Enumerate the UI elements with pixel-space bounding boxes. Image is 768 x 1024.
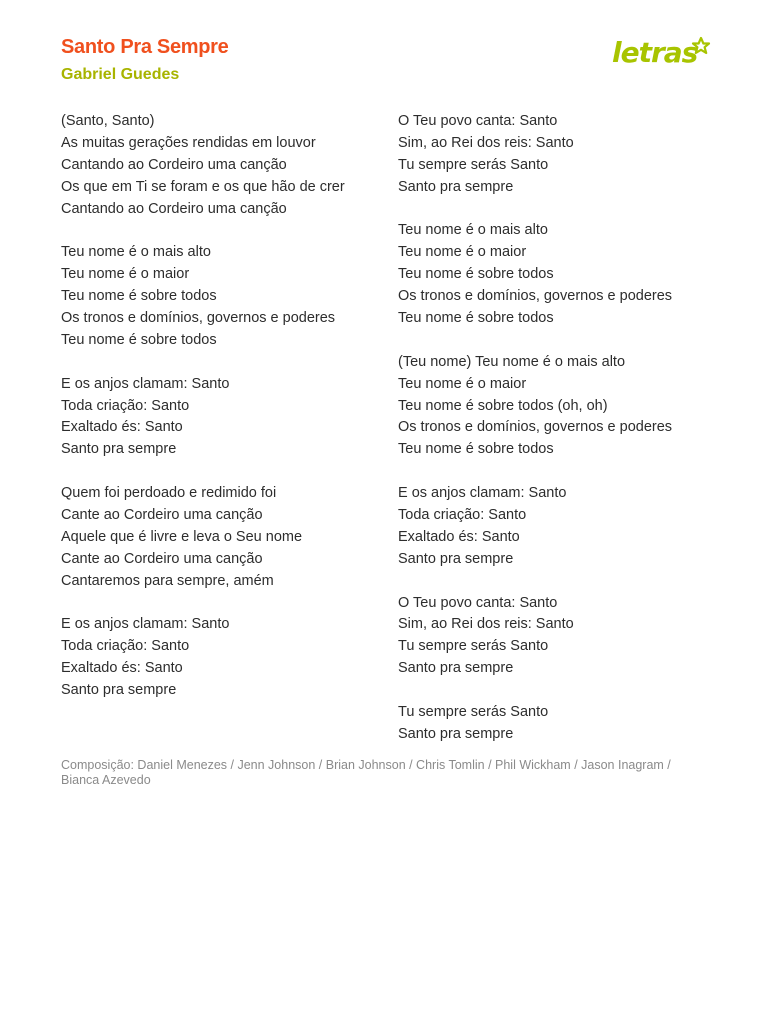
lyrics-line: Quem foi perdoado e redimido foi — [61, 485, 277, 502]
lyrics-line: Teu nome é sobre todos (oh, oh) — [398, 397, 608, 414]
lyrics-stanza — [398, 352, 718, 461]
lyrics-stanza — [61, 242, 381, 351]
lyrics-line: Teu nome é o maior — [398, 375, 527, 392]
stanza-gap — [61, 461, 381, 483]
lyrics-line: Teu nome é o mais alto — [61, 244, 211, 261]
lyrics-stanza — [398, 702, 718, 746]
stanza-gap — [398, 199, 718, 221]
letras-logo — [610, 32, 714, 72]
lyrics-line: Teu nome é sobre todos — [61, 331, 217, 348]
lyrics-line: Santo pra sempre — [398, 660, 514, 677]
lyrics-line: Teu nome é sobre todos — [61, 288, 217, 305]
stanza-gap — [398, 330, 718, 352]
lyrics-line: Aquele que é livre e leva o Seu nome — [61, 528, 303, 545]
lyrics-line: Tu sempre serás Santo — [398, 156, 549, 173]
lyrics-right-column — [398, 111, 718, 746]
lyrics-line: Cantando ao Cordeiro uma canção — [61, 200, 287, 217]
lyrics-stanza — [61, 111, 381, 220]
lyrics-line: Santo pra sempre — [61, 441, 177, 458]
lyrics-line: Cantando ao Cordeiro uma canção — [61, 156, 287, 173]
lyrics-line: Teu nome é sobre todos — [398, 266, 554, 283]
lyrics-line: Cantaremos para sempre, amém — [61, 572, 274, 589]
lyrics-line: Tu sempre serás Santo — [398, 638, 549, 655]
stanza-gap — [398, 571, 718, 593]
lyrics-stanza — [398, 111, 718, 199]
lyrics-line: Toda criação: Santo — [61, 638, 190, 655]
lyrics-line: Exaltado és: Santo — [61, 660, 183, 677]
lyrics-line: Os tronos e domínios, governos e poderes — [61, 310, 336, 327]
lyrics-line: E os anjos clamam: Santo — [61, 616, 230, 633]
lyrics-line: Toda criação: Santo — [61, 397, 190, 414]
lyrics-left-column — [61, 111, 381, 702]
composition-credits: Composição: Daniel Menezes / Jenn Johnson / Brian Johnson / Chris Tomlin / Phil Wickham / Jason Inagram / Bianca Azevedo — [61, 758, 671, 787]
lyrics-line: O Teu povo canta: Santo — [398, 594, 558, 611]
lyrics-line: O Teu povo canta: Santo — [398, 113, 558, 129]
song-title: Santo Pra Sempre — [61, 36, 229, 58]
lyrics-line: Os tronos e domínios, governos e poderes — [398, 419, 673, 436]
lyrics-stanza — [398, 220, 718, 329]
lyrics-line: E os anjos clamam: Santo — [398, 485, 567, 502]
stanza-gap — [398, 461, 718, 483]
lyrics-line: (Santo, Santo) — [61, 113, 155, 129]
lyrics-line: Exaltado és: Santo — [398, 528, 520, 545]
lyrics-line: (Teu nome) Teu nome é o mais alto — [398, 353, 626, 370]
lyrics-line: Santo pra sempre — [398, 550, 514, 567]
lyrics-line: Teu nome é o mais alto — [398, 222, 548, 239]
stanza-gap — [61, 352, 381, 374]
lyrics-line: Sim, ao Rei dos reis: Santo — [398, 134, 574, 151]
lyrics-line: Exaltado és: Santo — [61, 419, 183, 436]
stanza-gap — [61, 593, 381, 615]
lyrics-line: Teu nome é sobre todos — [398, 441, 554, 458]
lyrics-stanza — [61, 374, 381, 462]
lyrics-line: Toda criação: Santo — [398, 507, 527, 524]
lyrics-line: Os que em Ti se foram e os que hão de crer — [61, 178, 345, 195]
lyrics-line: As muitas gerações rendidas em louvor — [61, 134, 316, 151]
stanza-gap — [398, 680, 718, 702]
lyrics-line: Teu nome é o maior — [61, 266, 190, 283]
lyrics-stanza — [61, 483, 381, 592]
lyrics-line: Tu sempre serás Santo — [398, 704, 549, 721]
lyrics-stanza — [398, 483, 718, 571]
lyrics-line: Santo pra sempre — [398, 178, 514, 195]
artist-name: Gabriel Guedes — [61, 66, 180, 83]
lyrics-line: Os tronos e domínios, governos e poderes — [398, 288, 673, 305]
lyrics-line: Santo pra sempre — [61, 682, 177, 699]
lyrics-line: Teu nome é o maior — [398, 244, 527, 261]
lyrics-line: Sim, ao Rei dos reis: Santo — [398, 616, 574, 633]
lyrics-stanza — [61, 614, 381, 702]
lyrics-stanza — [398, 593, 718, 681]
lyrics-line: Cante ao Cordeiro uma canção — [61, 507, 263, 524]
lyrics-line: Santo pra sempre — [398, 725, 514, 742]
lyrics-line: E os anjos clamam: Santo — [61, 375, 230, 392]
lyrics-line: Cante ao Cordeiro uma canção — [61, 550, 263, 567]
stanza-gap — [61, 220, 381, 242]
lyrics-line: Teu nome é sobre todos — [398, 310, 554, 327]
letras-logo-text: letras — [612, 36, 698, 69]
